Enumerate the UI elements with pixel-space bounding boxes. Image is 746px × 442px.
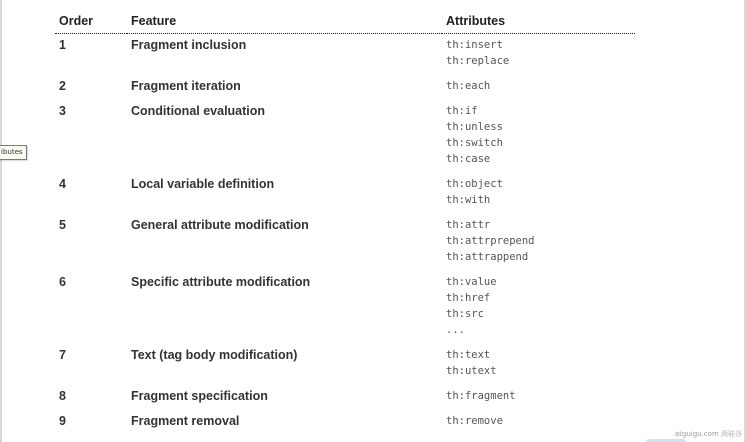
attribute-code: th:src [446, 308, 484, 320]
attribute-code: th:attr [446, 219, 491, 231]
attributes-cell [442, 271, 635, 344]
attributes-cell [442, 410, 635, 435]
attribute-code: th:unless [446, 121, 503, 133]
table-row [55, 410, 635, 435]
table-row [55, 100, 635, 173]
attribute-code: th:attrprepend [446, 235, 535, 247]
attribute-code: th:each [446, 80, 491, 92]
header-attributes: Attributes [442, 10, 635, 34]
table-row [55, 271, 635, 344]
attributes-cell [442, 214, 635, 271]
feature-cell: Fragment iteration [131, 79, 241, 93]
table-header-row [55, 10, 635, 34]
table-row [55, 385, 635, 410]
order-cell: 7 [59, 348, 66, 362]
feature-cell: Local variable definition [131, 177, 275, 191]
attribute-code: th:remove [446, 415, 503, 427]
attribute-code: th:utext [446, 365, 497, 377]
order-cell: 3 [59, 104, 66, 118]
header-order: Order [55, 10, 127, 34]
watermark: atguigu.com 尚硅谷 [674, 430, 742, 438]
feature-cell: Conditional evaluation [131, 104, 266, 118]
attributes-cell [442, 385, 635, 410]
table-row [55, 173, 635, 214]
feature-cell: General attribute modification [131, 218, 309, 232]
attribute-code: th:fragment [446, 390, 516, 402]
attribute-code: th:value [446, 276, 497, 288]
attribute-code: th:case [446, 153, 491, 165]
attributes-cell [442, 34, 635, 76]
feature-cell: Text (tag body modification) [131, 348, 298, 362]
attribute-code: th:replace [446, 55, 510, 67]
table-row [55, 34, 635, 76]
attribute-code: th:attrappend [446, 251, 529, 263]
attribute-code: th:insert [446, 39, 503, 51]
attribute-code: ... [446, 324, 465, 336]
feature-cell: Fragment inclusion [131, 38, 247, 52]
feature-cell: Fragment removal [131, 414, 240, 428]
attribute-code: th:with [446, 194, 491, 206]
feature-cell: Specific attribute modification [131, 275, 311, 289]
table-row [55, 75, 635, 100]
attribute-code: th:href [446, 292, 491, 304]
attributes-cell [442, 100, 635, 173]
order-cell: 4 [59, 177, 66, 191]
order-cell: 5 [59, 218, 66, 232]
attribute-code: th:text [446, 349, 491, 361]
order-cell: 8 [59, 389, 66, 403]
attributes-tooltip: ibutes [0, 145, 27, 160]
order-cell: 6 [59, 275, 66, 289]
table-row [55, 214, 635, 271]
order-cell: 1 [59, 38, 66, 52]
header-feature: Feature [127, 10, 442, 34]
left-border [0, 0, 2, 442]
table-row [55, 344, 635, 385]
attributes-cell [442, 173, 635, 214]
attribute-code: th:object [446, 178, 503, 190]
order-cell: 2 [59, 79, 66, 93]
order-cell: 9 [59, 414, 66, 428]
feature-cell: Fragment specification [131, 389, 268, 403]
attribute-code: th:switch [446, 137, 503, 149]
attribute-precedence-table [55, 10, 635, 435]
attributes-cell [442, 75, 635, 100]
attributes-cell [442, 344, 635, 385]
table-body [55, 34, 635, 436]
attribute-code: th:if [446, 105, 478, 117]
